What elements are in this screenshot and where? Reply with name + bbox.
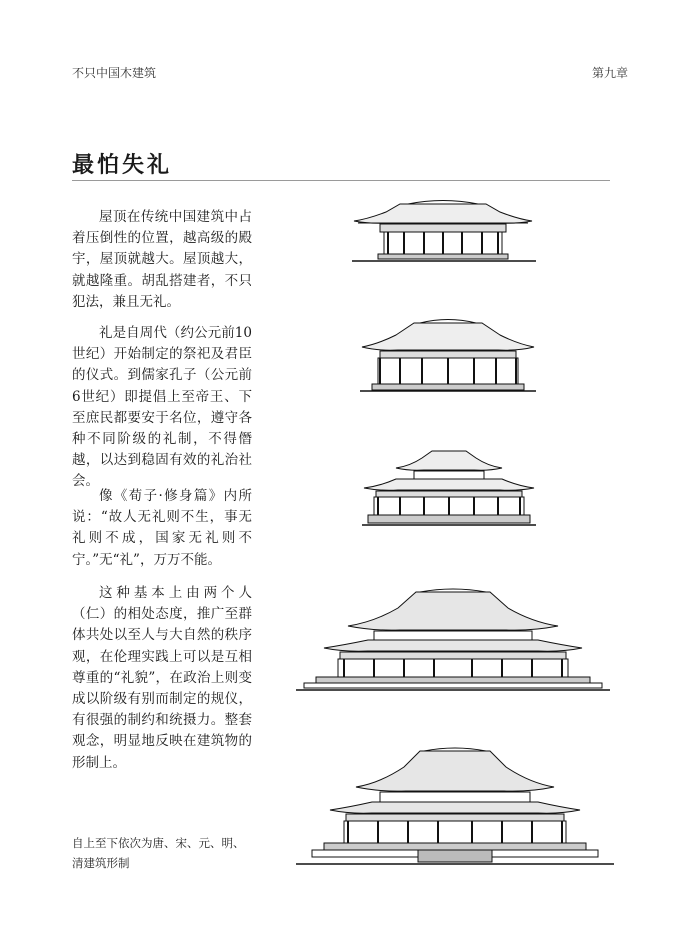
yuan-hall-illustration (360, 446, 538, 530)
paragraph-text: 屋顶在传统中国建筑中占着压倒性的位置，越高级的殿宇，屋顶就越大。屋顶越大，就越隆重。胡乱搭建者，不只犯法，兼且无礼。 (72, 209, 252, 310)
paragraph-zhou-rites (72, 323, 252, 493)
paragraph-xunzi-quote (72, 486, 252, 571)
paragraph-ren-order (72, 583, 252, 774)
title-divider (72, 180, 610, 181)
running-head-chapter: 第九章 (591, 66, 628, 80)
running-head-book-title: 不只中国木建筑 (72, 66, 157, 80)
tang-hall-illustration (348, 193, 538, 265)
song-hall-illustration (358, 313, 538, 395)
qing-hall-illustration (294, 745, 616, 869)
paragraph-roof-importance (72, 207, 252, 313)
ming-hall-illustration (294, 586, 612, 694)
paragraph-text: 像《荀子·修身篇》内所说：“故人无礼则不生，事无礼则不成，国家无礼则不宁。”无“礼”，万万不能。 (72, 488, 252, 568)
figure-caption: 自上至下依次为唐、宋、元、明、清建筑形制 (72, 836, 245, 870)
paragraph-text: 礼是自周代（约公元前10世纪）开始制定的祭祀及君臣的仪式。到儒家孔子（公元前6世纪）即提倡上至帝王、下至庶民都要安于名位，遵守各种不同阶级的礼制，不得僭越，以达到稳固有效的礼治社会。 (72, 325, 252, 490)
section-title: 最怕失礼 (72, 152, 173, 178)
paragraph-text: 这种基本上由两个人（仁）的相处态度，推广至群体共处以至人与大自然的秩序观，在伦理实践上可以是互相尊重的“礼貌”，在政治上则变成以阶级有别而制定的规仪，有很强的制约和统摄力。整套观念，明显地反映在建筑物的形制上。 (72, 585, 252, 771)
